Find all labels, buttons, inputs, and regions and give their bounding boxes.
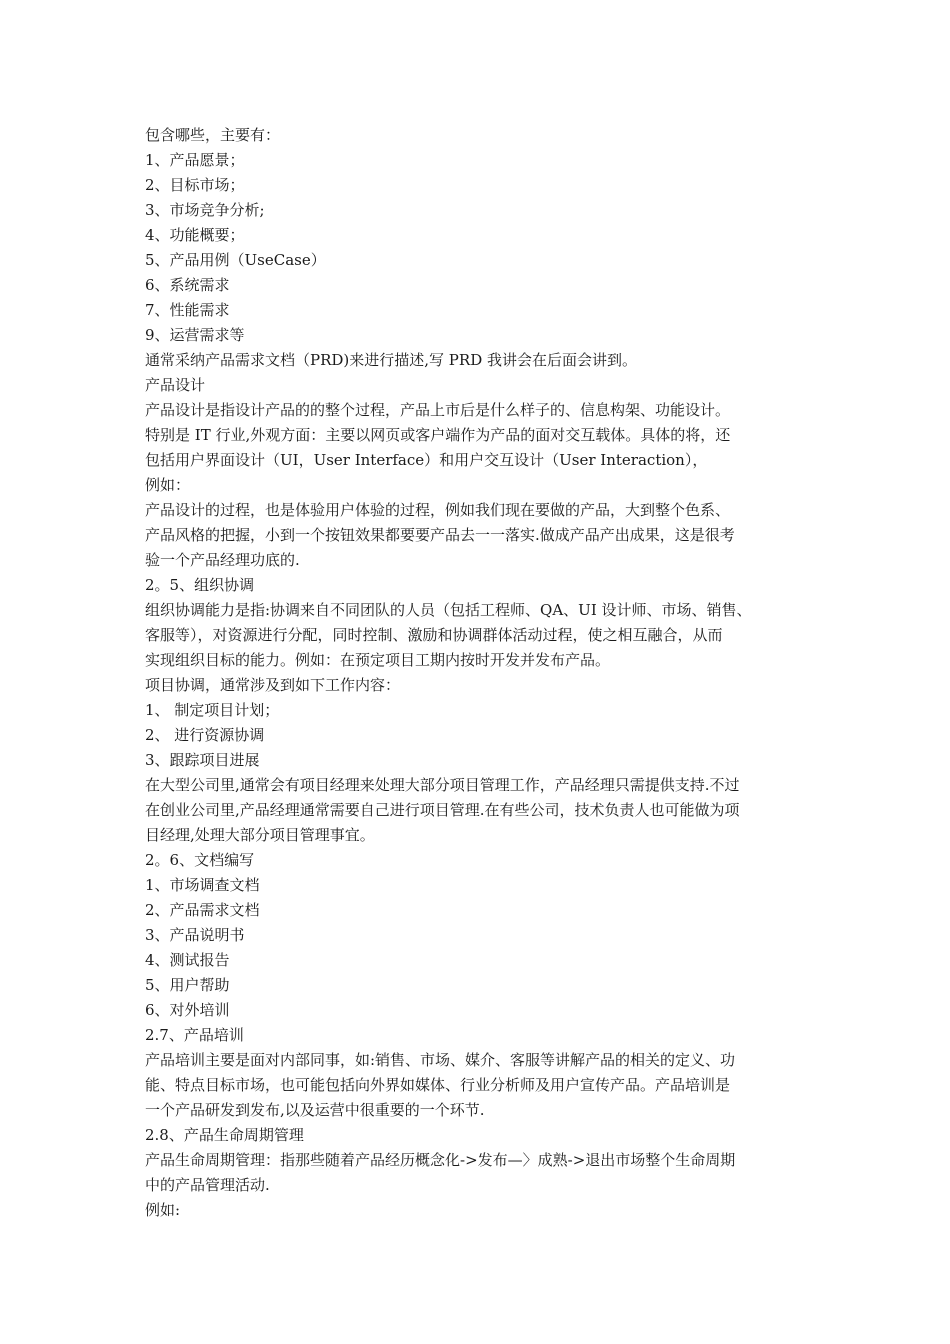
text-line: 中的产品管理活动. (145, 1176, 270, 1194)
text-line: 包括用户界面设计（UI，User Interface）和用户交互设计（User Interaction）， (145, 451, 708, 469)
list-item: 2、 进行资源协调 (145, 726, 265, 744)
text-line: 项目协调，通常涉及到如下工作内容： (145, 676, 401, 694)
text-line: 产品风格的把握，小到一个按钮效果都要要产品去一一落实.做成产品产出成果，这是很考 (145, 526, 735, 544)
text-line: 产品设计的过程，也是体验用户体验的过程，例如我们现在要做的产品，大到整个色系、 (145, 501, 731, 519)
text-line: 在大型公司里,通常会有项目经理来处理大部分项目管理工作，产品经理只需提供支持.不过 (145, 776, 740, 794)
list-item: 6、对外培训 (145, 1001, 230, 1019)
section-heading: 2.8、产品生命周期管理 (145, 1126, 304, 1144)
text-line: 产品设计是指设计产品的的整个过程，产品上市后是什么样子的、信息构架、功能设计。 (145, 401, 731, 419)
section-heading: 2。5、组织协调 (145, 576, 255, 594)
text-line: 包含哪些，主要有： (145, 126, 281, 144)
list-item: 6、系统需求 (145, 276, 230, 294)
text-line: 特别是 IT 行业,外观方面：主要以网页或客户端作为产品的面对交互载体。具体的将，还 (145, 426, 731, 444)
text-line: 目经理,处理大部分项目管理事宜。 (145, 826, 375, 844)
list-item: 7、性能需求 (145, 301, 230, 319)
text-line: 客服等），对资源进行分配，同时控制、激励和协调群体活动过程，使之相互融合，从而 (145, 626, 723, 644)
text-line: 例如： (145, 476, 191, 494)
text-line: 例如: (145, 1201, 181, 1219)
list-item: 3、产品说明书 (145, 926, 245, 944)
text-line: 能、特点目标市场，也可能包括向外界如媒体、行业分析师及用户宣传产品。产品培训是 (145, 1076, 731, 1094)
text-line: 产品生命周期管理：指那些随着产品经历概念化->发布—〉成熟->退出市场整个生命周期 (145, 1151, 736, 1169)
text-line: 实现组织目标的能力。例如：在预定项目工期内按时开发并发布产品。 (145, 651, 611, 669)
text-line: 组织协调能力是指:协调来自不同团队的人员（包括工程师、QA、UI 设计师、市场、销售、 (145, 601, 752, 619)
list-item: 1、 制定项目计划； (145, 701, 280, 719)
list-item: 1、产品愿景； (145, 151, 245, 169)
section-heading: 2。6、文档编写 (145, 851, 255, 869)
list-item: 5、用户帮助 (145, 976, 230, 994)
section-heading: 2.7、产品培训 (145, 1026, 244, 1044)
list-item: 2、产品需求文档 (145, 901, 260, 919)
text-line: 通常采纳产品需求文档（PRD)来进行描述,写 PRD 我讲会在后面会讲到。 (145, 351, 637, 369)
text-line: 在创业公司里,产品经理通常需要自己进行项目管理.在有些公司，技术负责人也可能做为项 (145, 801, 740, 819)
list-item: 4、功能概要； (145, 226, 245, 244)
list-item: 4、测试报告 (145, 951, 230, 969)
section-heading: 产品设计 (145, 376, 206, 394)
document-page (145, 123, 825, 1223)
list-item: 9、运营需求等 (145, 326, 245, 344)
text-line: 一个产品研发到发布,以及运营中很重要的一个环节. (145, 1101, 485, 1119)
list-item: 1、市场调查文档 (145, 876, 260, 894)
list-item: 3、市场竞争分析; (145, 201, 265, 219)
list-item: 3、跟踪项目进展 (145, 751, 260, 769)
text-line: 验一个产品经理功底的. (145, 551, 300, 569)
list-item: 2、目标市场； (145, 176, 245, 194)
text-line: 产品培训主要是面对内部同事，如:销售、市场、媒介、客服等讲解产品的相关的定义、功 (145, 1051, 736, 1069)
list-item: 5、产品用例（UseCase） (145, 251, 326, 269)
